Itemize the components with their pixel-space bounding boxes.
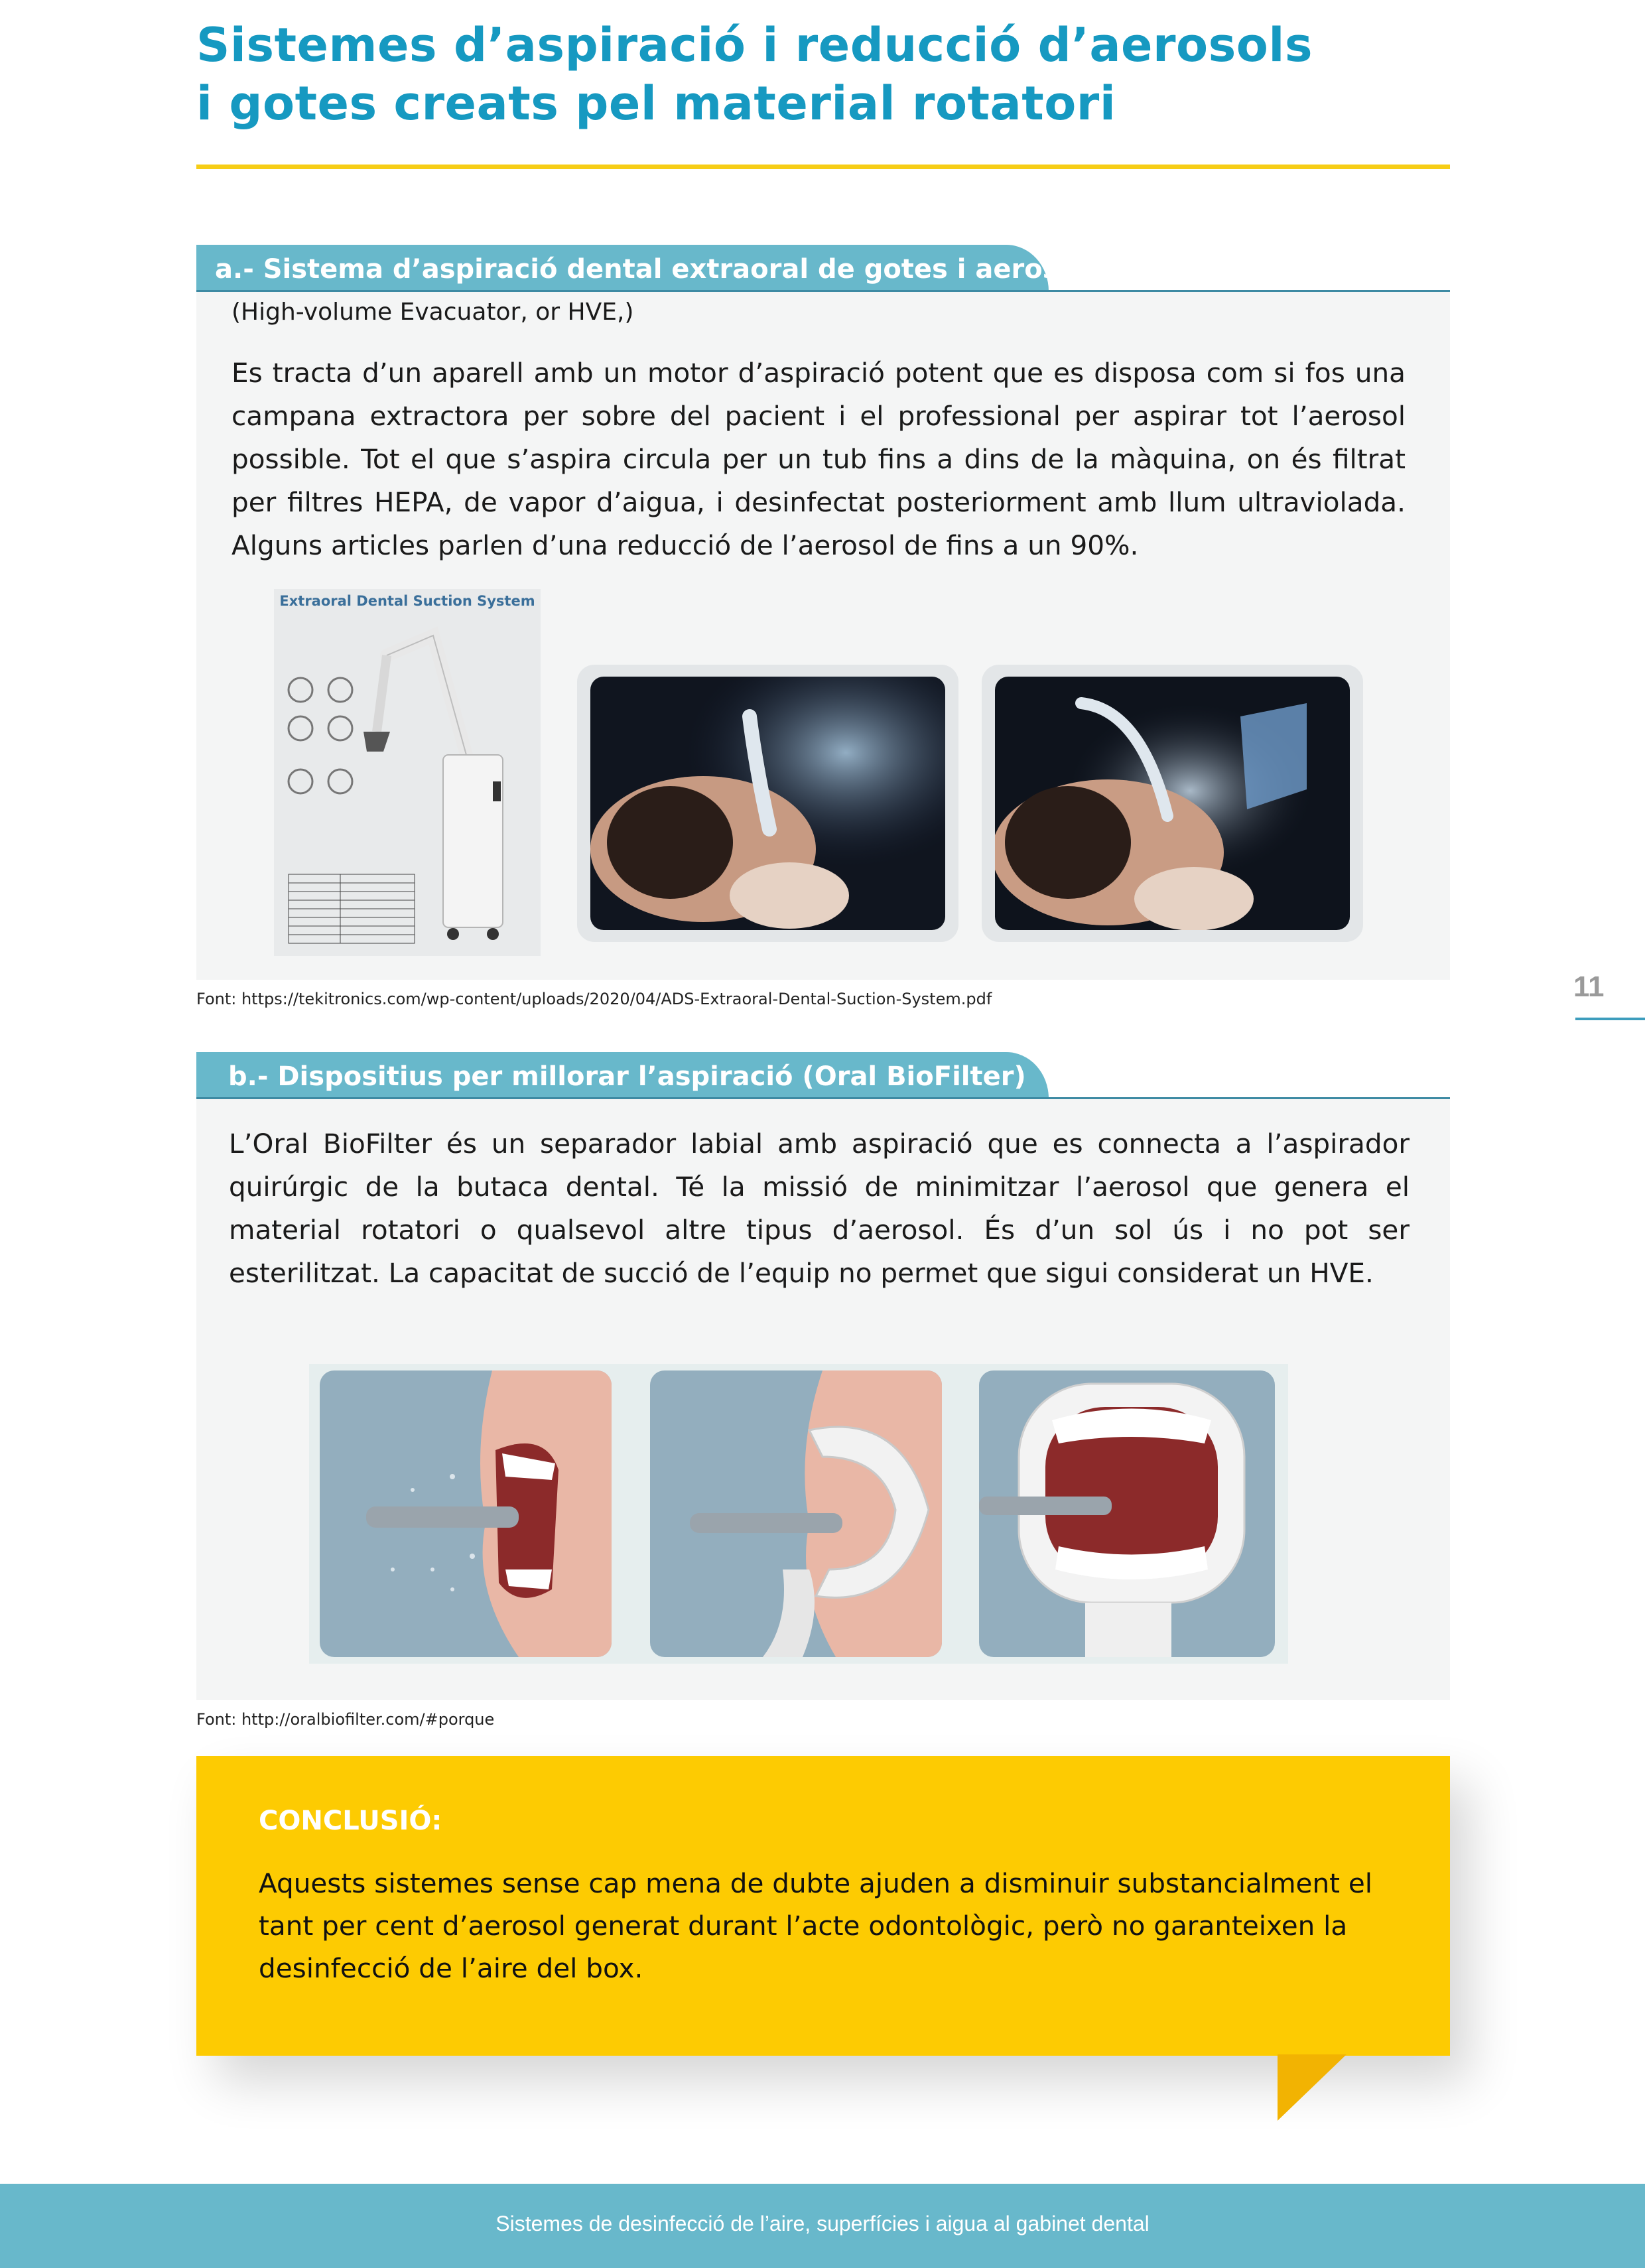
biofilter-image-2 [650,1370,942,1657]
title-divider [196,165,1450,169]
section-b-source: Font: http://oralbiofilter.com/#porque [196,1710,495,1729]
biofilter-image-3 [979,1370,1275,1657]
suction-photo-2 [995,677,1350,930]
page-title-line2: i gotes creats pel material rotatori [196,76,1116,131]
suction-photo-1-frame [577,665,958,942]
suction-machine-icon [274,589,541,956]
section-b-title: b.- Dispositius per millorar l’aspiració (Oral BioFilter) [228,1061,1026,1092]
section-a-header [196,245,1450,293]
page-number: 11 [1573,970,1605,1003]
page-title [196,16,1457,133]
page-number-rule [1575,1018,1645,1020]
figure-title: Extraoral Dental Suction System [279,593,535,609]
biofilter-image-1 [320,1370,612,1657]
suction-photo-2-frame [982,665,1363,942]
section-a-body: Es tracta d’un aparell amb un motor d’aspiració potent que es disposa com si fos una campana extractora per sobre del pacient i el professional per aspirar tot l’aerosol possible. Tot el que s’aspira circula per un tub fins a dins de la màquina, on és filtrat per filtres HEPA, de vapor d’aigua, i desinfectat posteriorment amb llum ultraviolada. Alguns articles parlen d’una reducció de l’aerosol de fins a un 90%. [231,357,1406,561]
section-b-body: L’Oral BioFilter és un separador labial amb aspiració que es connecta a l’aspirador quirúrgic de la butaca dental. Té la missió de minimitzar l’aerosol que genera el material rotatori o qualsevol altre tipus d’aerosol. És d’un sol ús i no pot ser esterilitzat. La capacitat de succió de l’equip no permet que sigui considerat un HVE. [229,1128,1410,1289]
conclusion-box [196,1756,1450,2056]
suction-system-spec-figure [274,589,541,956]
section-a-subtitle: (High-volume Evacuator, or HVE,) [231,299,634,326]
footer-text: Sistemes de desinfecció de l’aire, superfícies i aigua al gabinet dental [495,2212,1150,2235]
page-footer [0,2184,1645,2268]
oral-biofilter-figure [309,1364,1288,1664]
conclusion-callout-tail [1278,2054,1347,2121]
page-title-line1: Sistemes d’aspiració i reducció d’aerosols [196,18,1313,72]
section-a-title: a.- Sistema d’aspiració dental extraoral de gotes i aerosols [215,254,1102,285]
section-a-source: Font: https://tekitronics.com/wp-content/uploads/2020/04/ADS-Extraoral-Dental-Suction-System.pdf [196,990,992,1008]
section-b-header [196,1052,1450,1100]
conclusion-body: Aquests sistemes sense cap mena de dubte ajuden a disminuir substancialment el tant per cent d’aerosol generat durant l’acte odontològic, però no garanteixen la desinfecció de l’aire del box. [259,1867,1373,1984]
suction-photo-1 [590,677,945,930]
conclusion-title: CONCLUSIÓ: [259,1806,442,1836]
